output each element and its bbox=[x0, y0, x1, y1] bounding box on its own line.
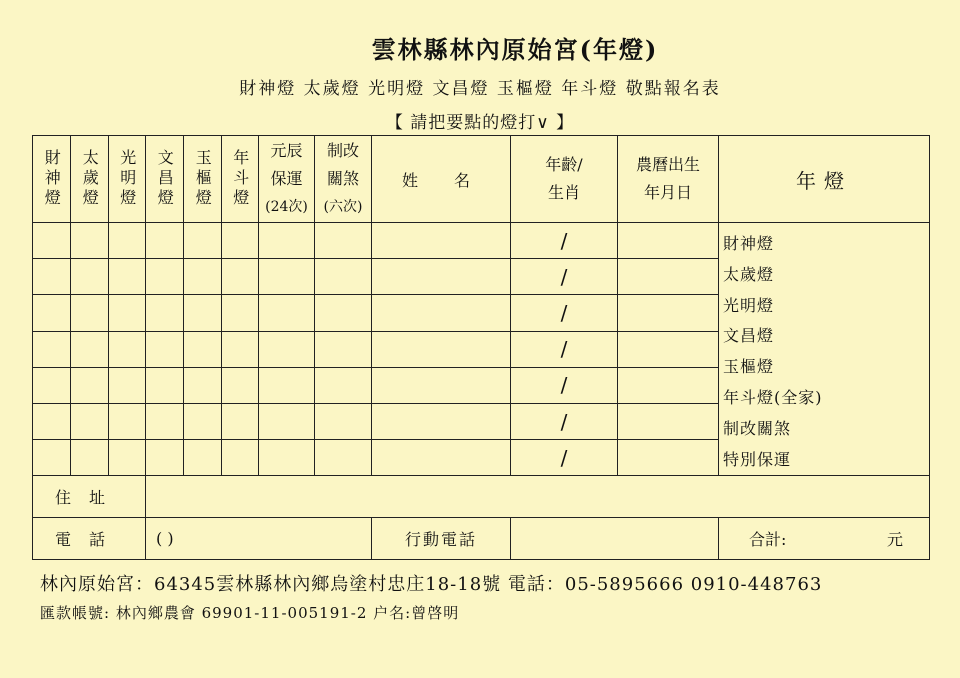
header-guangming: 光明燈 bbox=[109, 136, 146, 223]
header-zhigai: 制改 關煞 (六次) bbox=[315, 136, 372, 223]
checkbox-cell[interactable] bbox=[109, 440, 146, 476]
age-field[interactable]: / bbox=[511, 403, 618, 439]
header-wenchang: 文昌燈 bbox=[146, 136, 184, 223]
checkbox-cell[interactable] bbox=[315, 331, 372, 367]
name-field[interactable] bbox=[372, 295, 511, 331]
header-niandeng: 年燈 bbox=[719, 136, 930, 223]
checkbox-cell[interactable] bbox=[146, 403, 184, 439]
birth-field[interactable] bbox=[618, 440, 719, 476]
name-field[interactable] bbox=[372, 440, 511, 476]
checkbox-cell[interactable] bbox=[315, 367, 372, 403]
lamp-item: 光明燈 bbox=[723, 295, 775, 315]
checkbox-cell[interactable] bbox=[71, 223, 109, 259]
name-field[interactable] bbox=[372, 331, 511, 367]
age-field[interactable]: / bbox=[511, 259, 618, 295]
checkbox-cell[interactable] bbox=[315, 295, 372, 331]
checkbox-cell[interactable] bbox=[33, 223, 71, 259]
checkbox-cell[interactable] bbox=[109, 403, 146, 439]
checkbox-cell[interactable] bbox=[71, 331, 109, 367]
checkbox-cell[interactable] bbox=[259, 440, 315, 476]
checkbox-cell[interactable] bbox=[146, 223, 184, 259]
lamp-item: 太歲燈 bbox=[723, 264, 775, 284]
birth-field[interactable] bbox=[618, 367, 719, 403]
lamp-list bbox=[719, 223, 930, 476]
lamp-item: 文昌燈 bbox=[723, 326, 775, 346]
birth-field[interactable] bbox=[618, 403, 719, 439]
lamp-item: 財神燈 bbox=[723, 234, 775, 253]
checkbox-cell[interactable] bbox=[146, 440, 184, 476]
header-name: 姓 名 bbox=[372, 136, 511, 223]
phone-label: 電話 bbox=[33, 518, 146, 560]
phone-row bbox=[33, 518, 930, 560]
birth-field[interactable] bbox=[618, 259, 719, 295]
age-field[interactable]: / bbox=[511, 440, 618, 476]
checkbox-cell[interactable] bbox=[184, 259, 222, 295]
address-field[interactable] bbox=[146, 476, 930, 518]
checkbox-cell[interactable] bbox=[259, 331, 315, 367]
checkbox-cell[interactable] bbox=[146, 295, 184, 331]
checkbox-cell[interactable] bbox=[222, 223, 259, 259]
total-cell[interactable] bbox=[719, 518, 930, 560]
checkbox-cell[interactable] bbox=[71, 295, 109, 331]
age-field[interactable]: / bbox=[511, 295, 618, 331]
mobile-field[interactable] bbox=[511, 518, 719, 560]
checkbox-cell[interactable] bbox=[222, 440, 259, 476]
lamp-item: 制改關煞 bbox=[723, 418, 792, 438]
checkbox-cell[interactable] bbox=[109, 259, 146, 295]
checkbox-cell[interactable] bbox=[33, 403, 71, 439]
table-row bbox=[33, 223, 930, 259]
checkbox-cell[interactable] bbox=[259, 367, 315, 403]
checkbox-cell[interactable] bbox=[222, 367, 259, 403]
birth-field[interactable] bbox=[618, 223, 719, 259]
checkbox-cell[interactable] bbox=[315, 223, 372, 259]
name-field[interactable] bbox=[372, 367, 511, 403]
checkbox-cell[interactable] bbox=[259, 223, 315, 259]
bank-account-line: 匯款帳號: 林內鄉農會 69901-11-005191-2 户名:曾啓明 bbox=[40, 604, 460, 622]
lamp-item: 玉樞燈 bbox=[723, 357, 775, 377]
checkbox-cell[interactable] bbox=[184, 331, 222, 367]
header-birth: 農曆出生 年月日 bbox=[618, 136, 719, 223]
checkbox-cell[interactable] bbox=[109, 295, 146, 331]
checkbox-cell[interactable] bbox=[71, 440, 109, 476]
form-subtitle: 財神燈 太歲燈 光明燈 文昌燈 玉樞燈 年斗燈 敬點報名表 bbox=[239, 79, 721, 99]
name-field[interactable] bbox=[372, 259, 511, 295]
checkbox-cell[interactable] bbox=[184, 367, 222, 403]
currency-label: 元 bbox=[886, 530, 903, 550]
lamp-item: 年斗燈(全家) bbox=[723, 387, 823, 407]
checkbox-cell[interactable] bbox=[184, 403, 222, 439]
age-field[interactable]: / bbox=[511, 223, 618, 259]
lamp-item: 特別保運 bbox=[723, 449, 792, 469]
header-taisui: 太歲燈 bbox=[71, 136, 109, 223]
checkbox-cell[interactable] bbox=[184, 223, 222, 259]
checkbox-cell[interactable] bbox=[184, 295, 222, 331]
phone-field[interactable]: ( ) bbox=[146, 518, 372, 560]
form-title: 雲林縣林內原始宮(年燈) bbox=[371, 35, 659, 64]
header-row bbox=[33, 136, 930, 223]
checkbox-cell[interactable] bbox=[146, 259, 184, 295]
age-field[interactable]: / bbox=[511, 331, 618, 367]
birth-field[interactable] bbox=[618, 331, 719, 367]
header-yuanchen: 元辰 保運 (24次) bbox=[259, 136, 315, 223]
checkbox-cell[interactable] bbox=[222, 331, 259, 367]
age-field[interactable]: / bbox=[511, 367, 618, 403]
checkbox-cell[interactable] bbox=[315, 403, 372, 439]
checkbox-cell[interactable] bbox=[109, 367, 146, 403]
header-age: 年齡/ 生肖 bbox=[511, 136, 618, 223]
checkbox-cell[interactable] bbox=[184, 440, 222, 476]
checkbox-cell[interactable] bbox=[71, 259, 109, 295]
address-row bbox=[33, 476, 930, 518]
name-field[interactable] bbox=[372, 223, 511, 259]
header-niandou: 年斗燈 bbox=[222, 136, 259, 223]
checkbox-cell[interactable] bbox=[71, 367, 109, 403]
registration-table bbox=[32, 135, 930, 560]
birth-field[interactable] bbox=[618, 295, 719, 331]
header-yushu: 玉樞燈 bbox=[184, 136, 222, 223]
checkbox-cell[interactable] bbox=[33, 440, 71, 476]
checkbox-cell[interactable] bbox=[315, 259, 372, 295]
checkbox-cell[interactable] bbox=[71, 403, 109, 439]
checkbox-cell[interactable] bbox=[146, 367, 184, 403]
address-label: 住址 bbox=[33, 476, 146, 518]
checkbox-cell[interactable] bbox=[259, 295, 315, 331]
checkbox-cell[interactable] bbox=[222, 259, 259, 295]
header-caishen: 財神燈 bbox=[33, 136, 71, 223]
checkbox-cell[interactable] bbox=[33, 367, 71, 403]
temple-address-line: 林內原始宮：64345雲林縣林內鄉烏塗村忠庄18-18號 電話：05-5895666 0910-448763 bbox=[40, 574, 823, 595]
instruction-text: 【 請把要點的燈打∨ 】 bbox=[385, 113, 575, 133]
checkbox-cell[interactable] bbox=[259, 403, 315, 439]
checkbox-cell[interactable] bbox=[33, 331, 71, 367]
name-field[interactable] bbox=[372, 403, 511, 439]
mobile-label: 行動電話 bbox=[372, 518, 511, 560]
checkbox-cell[interactable] bbox=[315, 440, 372, 476]
checkbox-cell[interactable] bbox=[109, 223, 146, 259]
checkbox-cell[interactable] bbox=[222, 403, 259, 439]
checkbox-cell[interactable] bbox=[33, 295, 71, 331]
checkbox-cell[interactable] bbox=[33, 259, 71, 295]
checkbox-cell[interactable] bbox=[109, 331, 146, 367]
checkbox-cell[interactable] bbox=[259, 259, 315, 295]
checkbox-cell[interactable] bbox=[146, 331, 184, 367]
checkbox-cell[interactable] bbox=[222, 295, 259, 331]
total-label: 合計: bbox=[749, 530, 787, 550]
